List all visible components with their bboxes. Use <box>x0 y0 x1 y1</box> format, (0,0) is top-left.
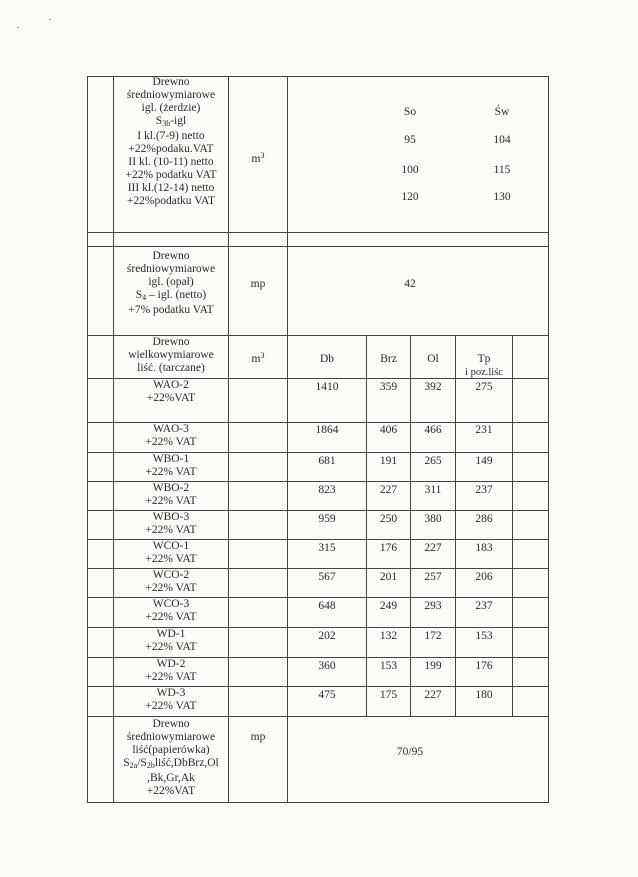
column-header-brz: Brz <box>380 353 397 365</box>
cell-ol: 392 <box>424 381 442 393</box>
cell-db: 475 <box>318 689 336 701</box>
column-divider-name-right <box>228 76 229 802</box>
cell-db: 315 <box>318 542 336 554</box>
cell-ol: 311 <box>424 484 442 496</box>
cell-brz: 175 <box>379 689 398 701</box>
section1-class-line: +22%podatku VAT <box>126 195 216 207</box>
table-border-left <box>87 76 88 802</box>
column-header-tp <box>456 353 512 379</box>
sw-value: 104 <box>493 134 511 146</box>
section1-name-line: średniowymiarowe <box>126 89 216 101</box>
section3-name <box>114 336 228 375</box>
section2-name-line: Drewno <box>152 250 190 262</box>
cell-brz: 153 <box>379 660 398 672</box>
section2-price: 42 <box>404 278 416 290</box>
section2-name-line: średniowymiarowe <box>126 263 216 275</box>
column-header-ol: Ol <box>427 353 439 365</box>
row-label: WBO-3 +22% VAT <box>145 511 197 536</box>
section2-vat: +7% podatku VAT <box>128 304 214 316</box>
section1-sortiment: $S_{3b}$-igl <box>155 115 187 128</box>
section1-class-line: II kl. (10-11) netto <box>128 156 214 168</box>
scan-speck <box>17 27 19 28</box>
cell-brz: 132 <box>379 630 398 642</box>
cell-db: 202 <box>318 630 336 642</box>
row-label: WD-3 +22% VAT <box>145 687 197 712</box>
cell-tp: 180 <box>475 689 493 701</box>
cell-ol: 172 <box>424 630 442 642</box>
so-value: 100 <box>401 164 419 176</box>
row-label: WD-2 +22% VAT <box>145 658 197 683</box>
cell-brz: 201 <box>379 571 398 583</box>
row-label: WD-1 +22% VAT <box>145 628 197 653</box>
row-divider <box>87 246 549 247</box>
section4-name-line: średniowymiarowe <box>126 731 216 743</box>
cell-db: 1410 <box>315 381 339 393</box>
cell-brz: 406 <box>379 424 398 436</box>
cell-db: 567 <box>318 571 336 583</box>
cell-tp: 237 <box>475 484 493 496</box>
cell-db: 823 <box>318 484 336 496</box>
cell-brz: 249 <box>379 600 398 612</box>
cell-tp: 206 <box>475 571 493 583</box>
so-value: 120 <box>401 191 419 203</box>
section1-name-line: Drewno <box>152 76 190 88</box>
section4-name <box>114 718 228 798</box>
section4-unit: mp <box>250 731 266 743</box>
cell-ol: 199 <box>424 660 442 672</box>
column-header-db: Db <box>319 353 335 365</box>
cell-ol: 227 <box>424 689 442 701</box>
section1-name-line: igl. (żerdzie) <box>141 102 201 114</box>
section1-unit: $m^3$ <box>251 151 265 165</box>
cell-ol: 293 <box>424 600 442 612</box>
row-label: WCO-1 +22% VAT <box>145 540 197 565</box>
table-border-right <box>548 76 549 802</box>
section1-name <box>114 76 228 208</box>
row-divider <box>87 716 549 717</box>
cell-tp: 149 <box>475 455 493 467</box>
row-label: WBO-2 +22% VAT <box>145 482 197 507</box>
row-label: WCO-2 +22% VAT <box>145 569 197 594</box>
section2-name-line: igl. (opał) <box>148 276 194 288</box>
cell-db: 959 <box>318 513 336 525</box>
section4-price: 70/95 <box>396 746 424 758</box>
cell-tp: 183 <box>475 542 493 554</box>
cell-db: 681 <box>318 455 336 467</box>
section2-unit: mp <box>250 278 266 290</box>
section4-sortiment: $S_{2a}/S_{2b}liść,DbBrz,Ol$ <box>123 757 219 770</box>
so-header: So <box>403 106 417 118</box>
cell-brz: 227 <box>379 484 398 496</box>
section1-class-line: III kl.(12-14) netto <box>127 182 215 194</box>
cell-tp: 237 <box>475 600 493 612</box>
cell-db: 360 <box>318 660 336 672</box>
table-border-bottom <box>87 802 549 803</box>
section3-name-line: wielkowymiarowe <box>128 349 214 361</box>
section1-class-line: +22%podaku.VAT <box>128 143 214 155</box>
column-divider-tp-right <box>512 335 513 717</box>
column-header-tp-line: i poz.liśc <box>465 367 503 378</box>
section3-name-line: Drewno <box>152 336 190 348</box>
sw-value: 115 <box>493 164 511 176</box>
row-divider <box>87 232 549 233</box>
cell-tp: 176 <box>475 660 493 672</box>
row-label: WAO-2 +22%VAT <box>146 379 196 404</box>
sw-value: 130 <box>493 191 511 203</box>
row-label: WBO-1 +22% VAT <box>145 453 197 478</box>
cell-ol: 380 <box>424 513 442 525</box>
cell-db: 1864 <box>315 424 339 436</box>
cell-ol: 265 <box>424 455 442 467</box>
cell-brz: 250 <box>379 513 398 525</box>
section3-unit: $m^3$ <box>251 351 265 365</box>
section4-species: ,Bk,Gr,Ak <box>147 772 195 784</box>
cell-tp: 153 <box>475 630 493 642</box>
section4-name-line: Drewno <box>152 718 190 730</box>
cell-ol: 227 <box>424 542 442 554</box>
cell-tp: 231 <box>475 424 493 436</box>
cell-db: 648 <box>318 600 336 612</box>
section3-name-line: liść. (tarczane) <box>137 362 205 374</box>
cell-brz: 191 <box>379 455 398 467</box>
section4-vat: +22%VAT <box>146 785 196 797</box>
row-label: WAO-3 +22% VAT <box>145 423 197 448</box>
column-header-tp-line: Tp <box>477 353 491 365</box>
section1-class-line: +22% podatku VAT <box>125 169 217 181</box>
cell-ol: 257 <box>424 571 442 583</box>
cell-brz: 176 <box>379 542 398 554</box>
section2-sortiment: $S_4$ – igl. (netto) <box>135 289 207 302</box>
so-value: 95 <box>404 134 416 146</box>
scan-speck <box>49 19 51 20</box>
section1-class-line: I kl.(7-9) netto <box>137 130 205 142</box>
section2-name <box>114 250 228 317</box>
cell-ol: 466 <box>424 424 442 436</box>
row-label: WCO-3 +22% VAT <box>145 598 197 623</box>
cell-tp: 275 <box>475 381 493 393</box>
section4-name-line: liść(papierówka) <box>132 744 210 756</box>
cell-tp: 286 <box>475 513 493 525</box>
cell-brz: 359 <box>379 381 398 393</box>
sw-header: Św <box>494 106 510 118</box>
